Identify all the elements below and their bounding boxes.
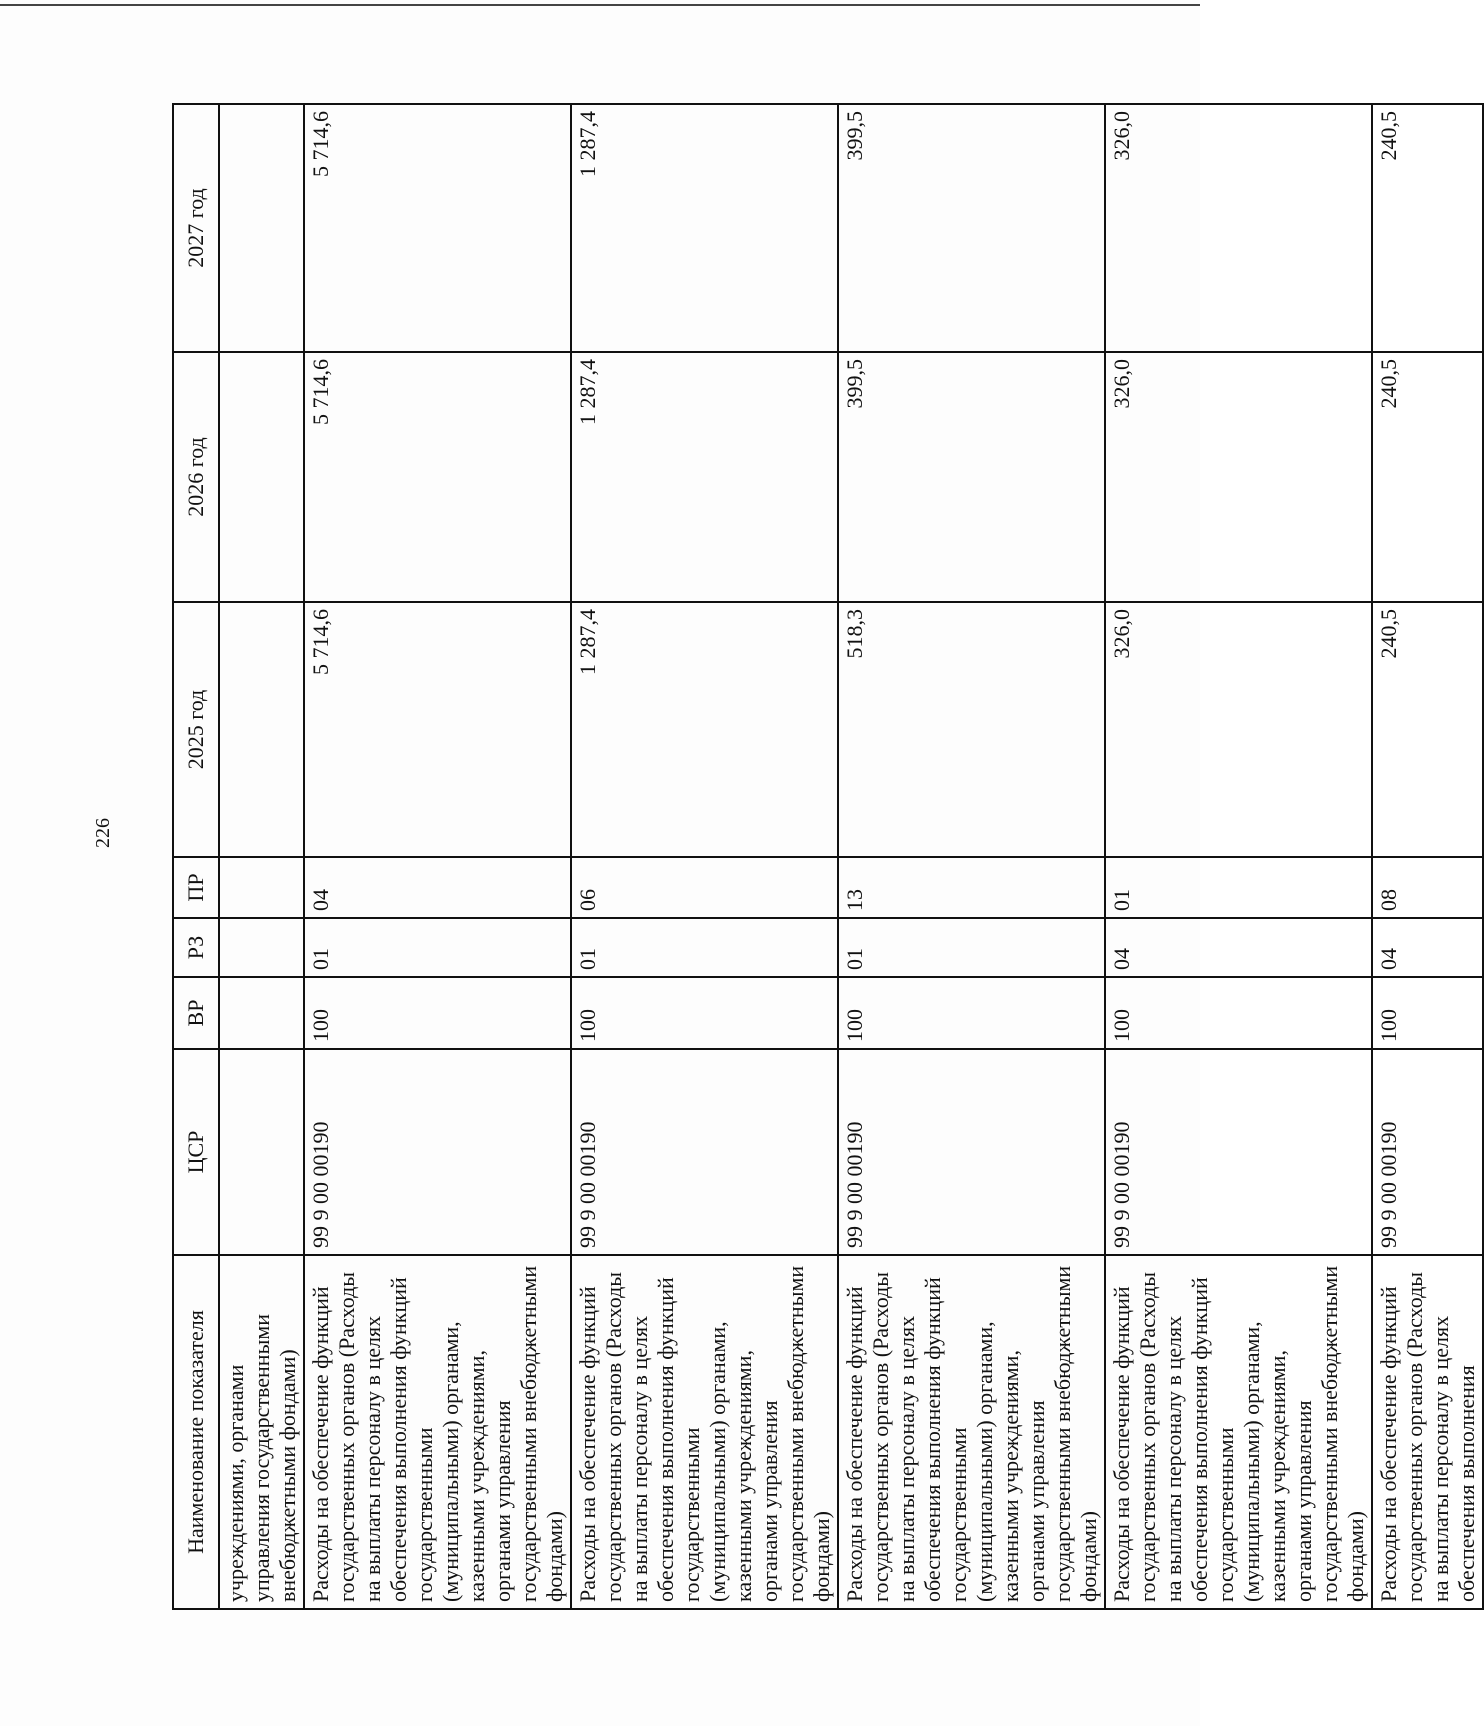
table-header-row [173, 104, 219, 1609]
row-rz: 04 [1372, 918, 1483, 977]
budget-table [172, 103, 1484, 1610]
header-pr: ПР [173, 857, 219, 918]
row-csr: 99 9 00 00190 [571, 1049, 838, 1255]
row-2027: 1 287,4 [571, 104, 838, 352]
row-2025 [219, 602, 304, 857]
row-2027: 399,5 [838, 104, 1105, 352]
row-csr [219, 1049, 304, 1255]
row-rz: 01 [571, 918, 838, 977]
table-row [304, 104, 571, 1609]
row-csr: 99 9 00 00190 [304, 1049, 571, 1255]
row-name: Расходы на обеспечение функций государственных органов (Расходы на выплаты персоналу в целях обеспечения выполнения функций государственными (муниципальными) органами, казенными учреждениями, органами управления государственными внебюджетными фондами) [838, 1255, 1105, 1609]
row-vr: 100 [1372, 977, 1483, 1049]
table-row [219, 104, 304, 1609]
row-2025: 518,3 [838, 602, 1105, 857]
header-rz: РЗ [173, 918, 219, 977]
row-csr: 99 9 00 00190 [1372, 1049, 1483, 1255]
row-rz: 01 [838, 918, 1105, 977]
row-2027: 240,5 [1372, 104, 1483, 352]
row-name: Расходы на обеспечение функций государственных органов (Расходы на выплаты персоналу в целях обеспечения выполнения функций государственными (муниципальными) органами, казенными учреждениями, органами управления государственными внебюджетными фондами) [304, 1255, 571, 1609]
row-2026 [219, 352, 304, 602]
row-vr [219, 977, 304, 1049]
row-pr: 08 [1372, 857, 1483, 918]
row-name: учреждениями, органами управления государственными внебюджетными фондами) [219, 1255, 304, 1609]
row-2026: 399,5 [838, 352, 1105, 602]
header-name: Наименование показателя [173, 1255, 219, 1609]
row-vr: 100 [1105, 977, 1372, 1049]
row-csr: 99 9 00 00190 [1105, 1049, 1372, 1255]
row-2025: 240,5 [1372, 602, 1483, 857]
row-pr: 04 [304, 857, 571, 918]
table-row [571, 104, 838, 1609]
rotated-table-container [172, 105, 1479, 1610]
row-rz: 01 [304, 918, 571, 977]
row-vr: 100 [838, 977, 1105, 1049]
row-vr: 100 [571, 977, 838, 1049]
row-2025: 5 714,6 [304, 602, 571, 857]
scan-edge-line [0, 4, 1200, 6]
row-2025: 1 287,4 [571, 602, 838, 857]
row-pr: 13 [838, 857, 1105, 918]
row-name: Расходы на обеспечение функций государственных органов (Расходы на выплаты персоналу в целях обеспечения выполнения [1372, 1255, 1483, 1609]
row-2025: 326,0 [1105, 602, 1372, 857]
row-vr: 100 [304, 977, 571, 1049]
row-name: Расходы на обеспечение функций государственных органов (Расходы на выплаты персоналу в целях обеспечения выполнения функций государственными (муниципальными) органами, казенными учреждениями, органами управления государственными внебюджетными фондами) [1105, 1255, 1372, 1609]
row-pr [219, 857, 304, 918]
row-2026: 240,5 [1372, 352, 1483, 602]
table-row [1372, 104, 1483, 1609]
header-csr: ЦСР [173, 1049, 219, 1255]
row-2027: 5 714,6 [304, 104, 571, 352]
page-number: 226 [92, 818, 114, 848]
row-csr: 99 9 00 00190 [838, 1049, 1105, 1255]
header-vr: ВР [173, 977, 219, 1049]
row-pr: 01 [1105, 857, 1372, 918]
row-name: Расходы на обеспечение функций государственных органов (Расходы на выплаты персоналу в целях обеспечения выполнения функций государственными (муниципальными) органами, казенными учреждениями, органами управления государственными внебюджетными фондами) [571, 1255, 838, 1609]
row-pr: 06 [571, 857, 838, 918]
header-2026: 2026 год [173, 352, 219, 602]
row-rz [219, 918, 304, 977]
table-row [1105, 104, 1372, 1609]
row-2026: 326,0 [1105, 352, 1372, 602]
row-rz: 04 [1105, 918, 1372, 977]
row-2026: 5 714,6 [304, 352, 571, 602]
row-2027: 326,0 [1105, 104, 1372, 352]
header-2027: 2027 год [173, 104, 219, 352]
header-2025: 2025 год [173, 602, 219, 857]
row-2026: 1 287,4 [571, 352, 838, 602]
row-2027 [219, 104, 304, 352]
table-row [838, 104, 1105, 1609]
